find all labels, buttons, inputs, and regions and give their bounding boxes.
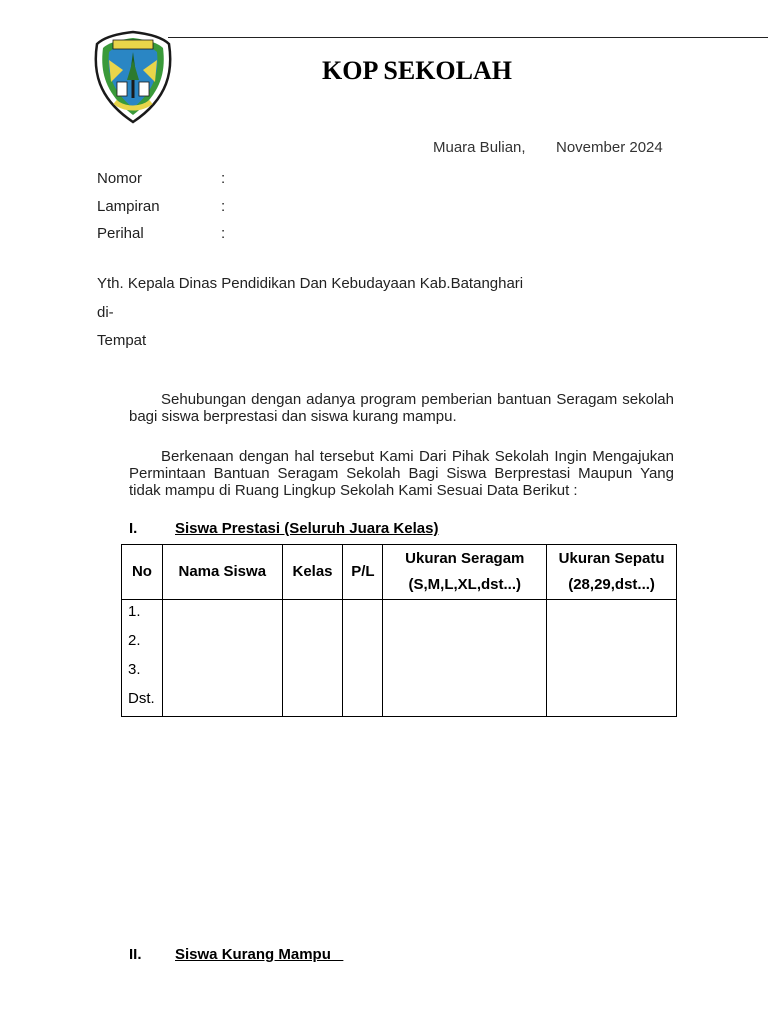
row-number: 1. xyxy=(128,603,141,620)
row-number: Dst. xyxy=(128,690,155,707)
table-row xyxy=(122,600,677,717)
col-header-pl: P/L xyxy=(343,545,383,600)
meta-label-lampiran: Lampiran xyxy=(97,198,160,215)
school-logo xyxy=(93,30,173,125)
cell-seragam[interactable] xyxy=(383,600,547,717)
meta-colon-nomor: : xyxy=(221,170,226,187)
section-number: I. xyxy=(129,520,138,537)
meta-colon-lampiran: : xyxy=(221,198,226,215)
header-divider xyxy=(168,37,768,38)
section-title: Siswa Prestasi (Seluruh Juara Kelas) xyxy=(175,520,439,537)
recipient-line: Yth. Kepala Dinas Pendidikan Dan Kebudayaan Kab.Batanghari xyxy=(97,275,524,292)
cell-sepatu[interactable] xyxy=(547,600,677,717)
section-number: II. xyxy=(129,946,142,963)
section-2-heading xyxy=(175,946,343,964)
letter-place: Muara Bulian, xyxy=(433,139,526,156)
meta-colon-perihal: : xyxy=(221,225,226,242)
body-paragraph-2: Berkenaan dengan hal tersebut Kami Dari Pihak Sekolah Ingin Mengajukan Permintaan Bantuan Seragam Sekolah Bagi Siswa Berprestasi Maupun Yang tidak mampu di Ruang Lingkup Sekolah Kami Sesuai Data Berikut : xyxy=(129,448,674,499)
cell-nama[interactable] xyxy=(162,600,282,717)
col-header-nama: Nama Siswa xyxy=(162,545,282,600)
col-header-kelas: Kelas xyxy=(282,545,343,600)
row-number: 3. xyxy=(128,661,141,678)
row-number: 2. xyxy=(128,632,141,649)
recipient-di: di- xyxy=(97,304,114,321)
meta-label-nomor: Nomor xyxy=(97,170,143,187)
cell-pl[interactable] xyxy=(343,600,383,717)
col-header-seragam xyxy=(383,545,547,600)
col-header-seragam-line2: (S,M,L,XL,dst...) xyxy=(408,576,522,593)
col-header-seragam-line1: Ukuran Seragam xyxy=(405,550,525,567)
school-crest-icon xyxy=(93,30,173,125)
cell-kelas[interactable] xyxy=(282,600,343,717)
section-1-heading xyxy=(175,520,438,538)
col-header-sepatu-line2: (28,29,dst...) xyxy=(568,576,655,593)
meta-label-perihal: Perihal xyxy=(97,225,144,242)
col-header-sepatu xyxy=(547,545,677,600)
student-table xyxy=(121,544,677,717)
letter-date: November 2024 xyxy=(556,139,663,156)
col-header-sepatu-line1: Ukuran Sepatu xyxy=(558,550,665,567)
recipient-place: Tempat xyxy=(97,332,147,349)
col-header-no: No xyxy=(122,545,163,600)
section-1-number xyxy=(129,520,137,538)
section-2-number xyxy=(129,946,142,964)
cell-no xyxy=(122,600,163,717)
table-header-row xyxy=(122,545,677,600)
letterhead-title: KOP SEKOLAH xyxy=(322,56,512,85)
section-title: Siswa Kurang Mampu xyxy=(175,946,344,963)
body-paragraph-1: Sehubungan dengan adanya program pemberian bantuan Seragam sekolah bagi siswa berprestasi dan siswa kurang mampu. xyxy=(129,391,674,425)
